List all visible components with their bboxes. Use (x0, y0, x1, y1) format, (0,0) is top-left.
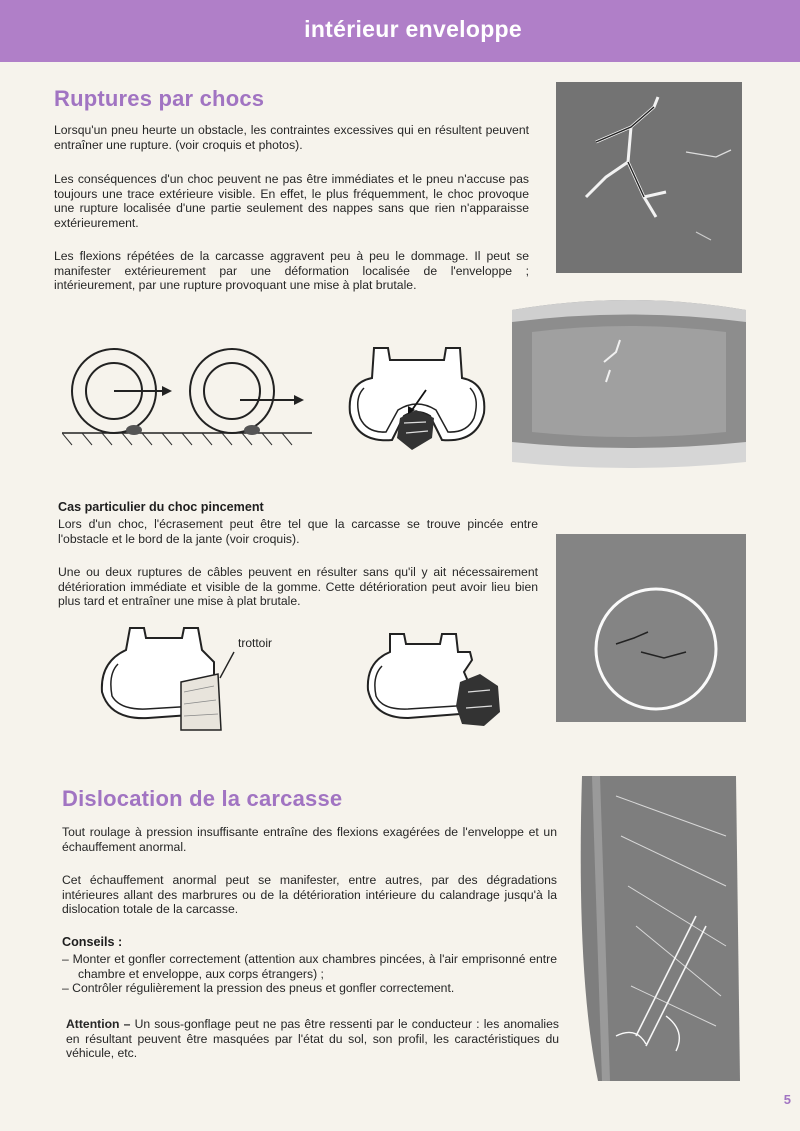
paragraph: Cet échauffement anormal peut se manifester, entre autres, par des dégradations intérieures allant des marbrures ou de la détérioration intérieure du calandrage jusqu'à la dislocation totale de la carcasse. (62, 873, 557, 917)
advice-item: – Contrôler régulièrement la pression des pneus et gonfler correctement. (62, 981, 455, 996)
drawing-wheels-obstacle (62, 345, 312, 450)
photo-carcass-dislocation (576, 776, 740, 1081)
advice-list (62, 952, 557, 996)
photo-circled-damage (556, 534, 746, 722)
page-title: intérieur enveloppe (304, 16, 522, 42)
section-heading-dislocation: Dislocation de la carcasse (62, 786, 343, 811)
advice-item: – Monter et gonfler correctement (attention aux chambres pincées, à l'air emprisonné entre chambre et enveloppe, aux corps étrangers) ; (62, 952, 557, 981)
paragraph: Les conséquences d'un choc peuvent ne pas être immédiates et le pneu n'accuse pas toujours une trace extérieure visible. En effet, le plus fréquemment, le choc provoque une rupture localisée d'une partie seulement des nappes sans que rien n'apparaisse extérieurement. (54, 172, 529, 230)
paragraph: Les flexions répétées de la carcasse aggravent peu à peu le dommage. Il peut se manifester extérieurement par une déformation localisée de l'enveloppe ; intérieurement, par une rupture provoquant une mise à plat brutale. (54, 249, 529, 293)
warning-paragraph (66, 1017, 559, 1061)
paragraph: Lorsqu'un pneu heurte un obstacle, les contraintes excessives qui en résultent peuvent entraîner une rupture. (voir croquis et photos). (54, 123, 529, 152)
photo-tire-deformation (512, 292, 746, 482)
paragraph: Lors d'un choc, l'écrasement peut être tel que la carcasse se trouve pincée entre l'obstacle et le bord de la jante (voir croquis). (58, 517, 538, 546)
paragraph: Une ou deux ruptures de câbles peuvent en résulter sans qu'il y ait nécessairement détérioration immédiate et visible de la gomme. Cette détérioration peut avoir lieu bien plus tard et entraîner une mise à plat brutale. (58, 565, 538, 609)
drawing-tire-section-impact (342, 338, 492, 458)
warning-label: Attention – (66, 1017, 131, 1031)
advice-label: Conseils : (62, 935, 123, 949)
callout-trottoir: trottoir (238, 636, 273, 650)
warning-text: Un sous-gonflage peut ne pas être ressenti par le conducteur : les anomalies en résultant peuvent être masquées par l'état du sol, son profil, les caractéristiques du véhicule, etc. (66, 1017, 559, 1061)
section-heading-ruptures: Ruptures par chocs (54, 86, 265, 111)
page-number: 5 (783, 1092, 791, 1107)
pinch-subheading: Cas particulier du choc pincement (58, 500, 264, 514)
paragraph: Tout roulage à pression insuffisante entraîne des flexions exagérées de l'enveloppe et un échauffement anormal. (62, 825, 557, 854)
drawing-pinch-rock (360, 626, 510, 731)
photo-rupture-crack (556, 82, 742, 273)
